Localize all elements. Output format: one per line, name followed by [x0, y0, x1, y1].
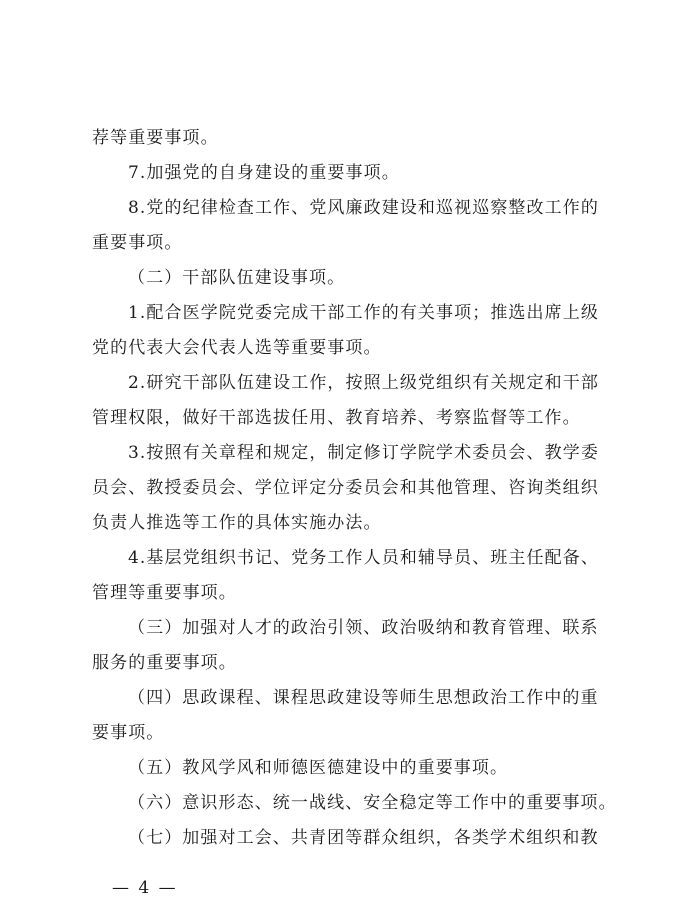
text-line: 3.按照有关章程和规定，制定修订学院学术委员会、教学委	[128, 443, 599, 463]
document-text	[92, 121, 617, 856]
text-line: 2.研究干部队伍建设工作，按照上级党组织有关规定和干部	[128, 373, 599, 393]
text-line: 服务的重要事项。	[92, 653, 237, 673]
page-number: — 4 —	[112, 878, 178, 898]
text-line: 7.加强党的自身建设的重要事项。	[128, 163, 400, 183]
section-heading: （六）意识形态、统一战线、安全稳定等工作中的重要事项。	[128, 793, 617, 813]
text-line: 党的代表大会代表人选等重要事项。	[92, 338, 382, 358]
section-heading: （四）思政课程、课程思政建设等师生思想政治工作中的重	[128, 688, 599, 708]
text-line: 1.配合医学院党委完成干部工作的有关事项；推选出席上级	[128, 303, 599, 323]
text-line: 要事项。	[92, 723, 165, 743]
section-heading: （三）加强对人才的政治引领、政治吸纳和教育管理、联系	[128, 618, 599, 638]
document-body	[92, 121, 617, 856]
text-line: 8.党的纪律检查工作、党风廉政建设和巡视巡察整改工作的	[128, 198, 599, 218]
text-line: 重要事项。	[92, 233, 183, 253]
section-heading: （二）干部队伍建设事项。	[128, 268, 346, 288]
text-line: 4.基层党组织书记、党务工作人员和辅导员、班主任配备、	[128, 548, 599, 568]
text-line: 荐等重要事项。	[92, 128, 219, 148]
text-line: 管理权限，做好干部选拔任用、教育培养、考察监督等工作。	[92, 408, 581, 428]
text-line: 员会、教授委员会、学位评定分委员会和其他管理、咨询类组织	[92, 478, 599, 498]
text-line: 负责人推选等工作的具体实施办法。	[92, 513, 382, 533]
text-line: 管理等重要事项。	[92, 583, 237, 603]
section-heading: （五）教风学风和师德医德建设中的重要事项。	[128, 758, 509, 778]
section-heading: （七）加强对工会、共青团等群众组织，各类学术组织和教	[128, 828, 599, 848]
